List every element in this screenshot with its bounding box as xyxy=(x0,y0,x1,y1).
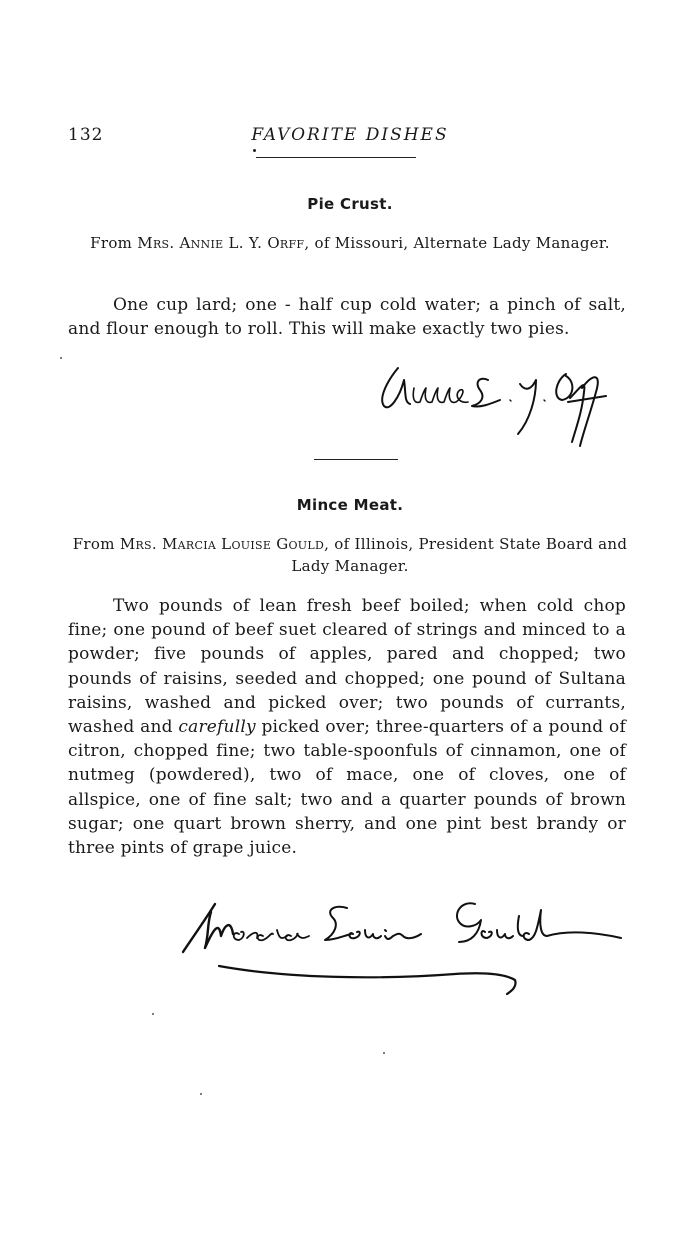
paper-speck xyxy=(383,1052,385,1054)
paper-speck xyxy=(152,1013,154,1015)
page-number: 132 xyxy=(68,125,104,145)
from-suffix: , of Illinois, President State Board and Lady Manager. xyxy=(291,535,628,575)
body-text-part2: picked over; three-quarters of a pound of citron, chopped fine; two table-spoonfuls of cinnamon, one of nutmeg (powdered), two of mace, one of cloves, one of allspice, one of fine salt; two and a quarter pounds of brown sugar; one quart brown sherry, and one pint best brandy or three pints of grape juice. xyxy=(68,717,626,859)
recipe-title-mince-meat: Mince Meat. xyxy=(296,496,404,514)
from-prefix: From xyxy=(72,535,120,553)
signature-marcia-gould xyxy=(175,890,635,1000)
paper-speck xyxy=(200,1093,202,1095)
contributor-name: Mrs. Marcia Louise Gould xyxy=(119,535,325,553)
header-dot xyxy=(253,149,256,152)
running-title: FAVORITE DISHES xyxy=(251,125,449,145)
contributor-line-pie-crust xyxy=(70,232,630,254)
body-emphasis: carefully xyxy=(178,717,256,738)
recipe-body-pie-crust: One cup lard; one - half cup cold water; a pinch of salt, and flour enough to roll. This will make exactly two pies. xyxy=(68,295,626,340)
from-suffix: , of Missouri, Alternate Lady Manager. xyxy=(304,234,610,252)
contributor-line-mince-meat xyxy=(70,533,630,577)
signature-annie-orff xyxy=(370,358,640,458)
recipe-title-pie-crust: Pie Crust. xyxy=(307,195,393,213)
section-divider xyxy=(314,459,398,460)
header-rule xyxy=(256,157,416,158)
paper-speck xyxy=(60,357,62,359)
contributor-name: Mrs. Annie L. Y. Orff xyxy=(137,234,305,252)
from-prefix: From xyxy=(90,234,138,252)
body-text-part1: Two pounds of lean fresh beef boiled; when cold chop fine; one pound of beef suet cleared of strings and minced to a powder; five pounds of apples, pared and chopped; two pounds of raisins, seeded and chopped; one pound of Sultana raisins, washed and picked over; two pounds of currants, washed and xyxy=(68,596,626,738)
recipe-body-mince-meat xyxy=(68,594,626,860)
